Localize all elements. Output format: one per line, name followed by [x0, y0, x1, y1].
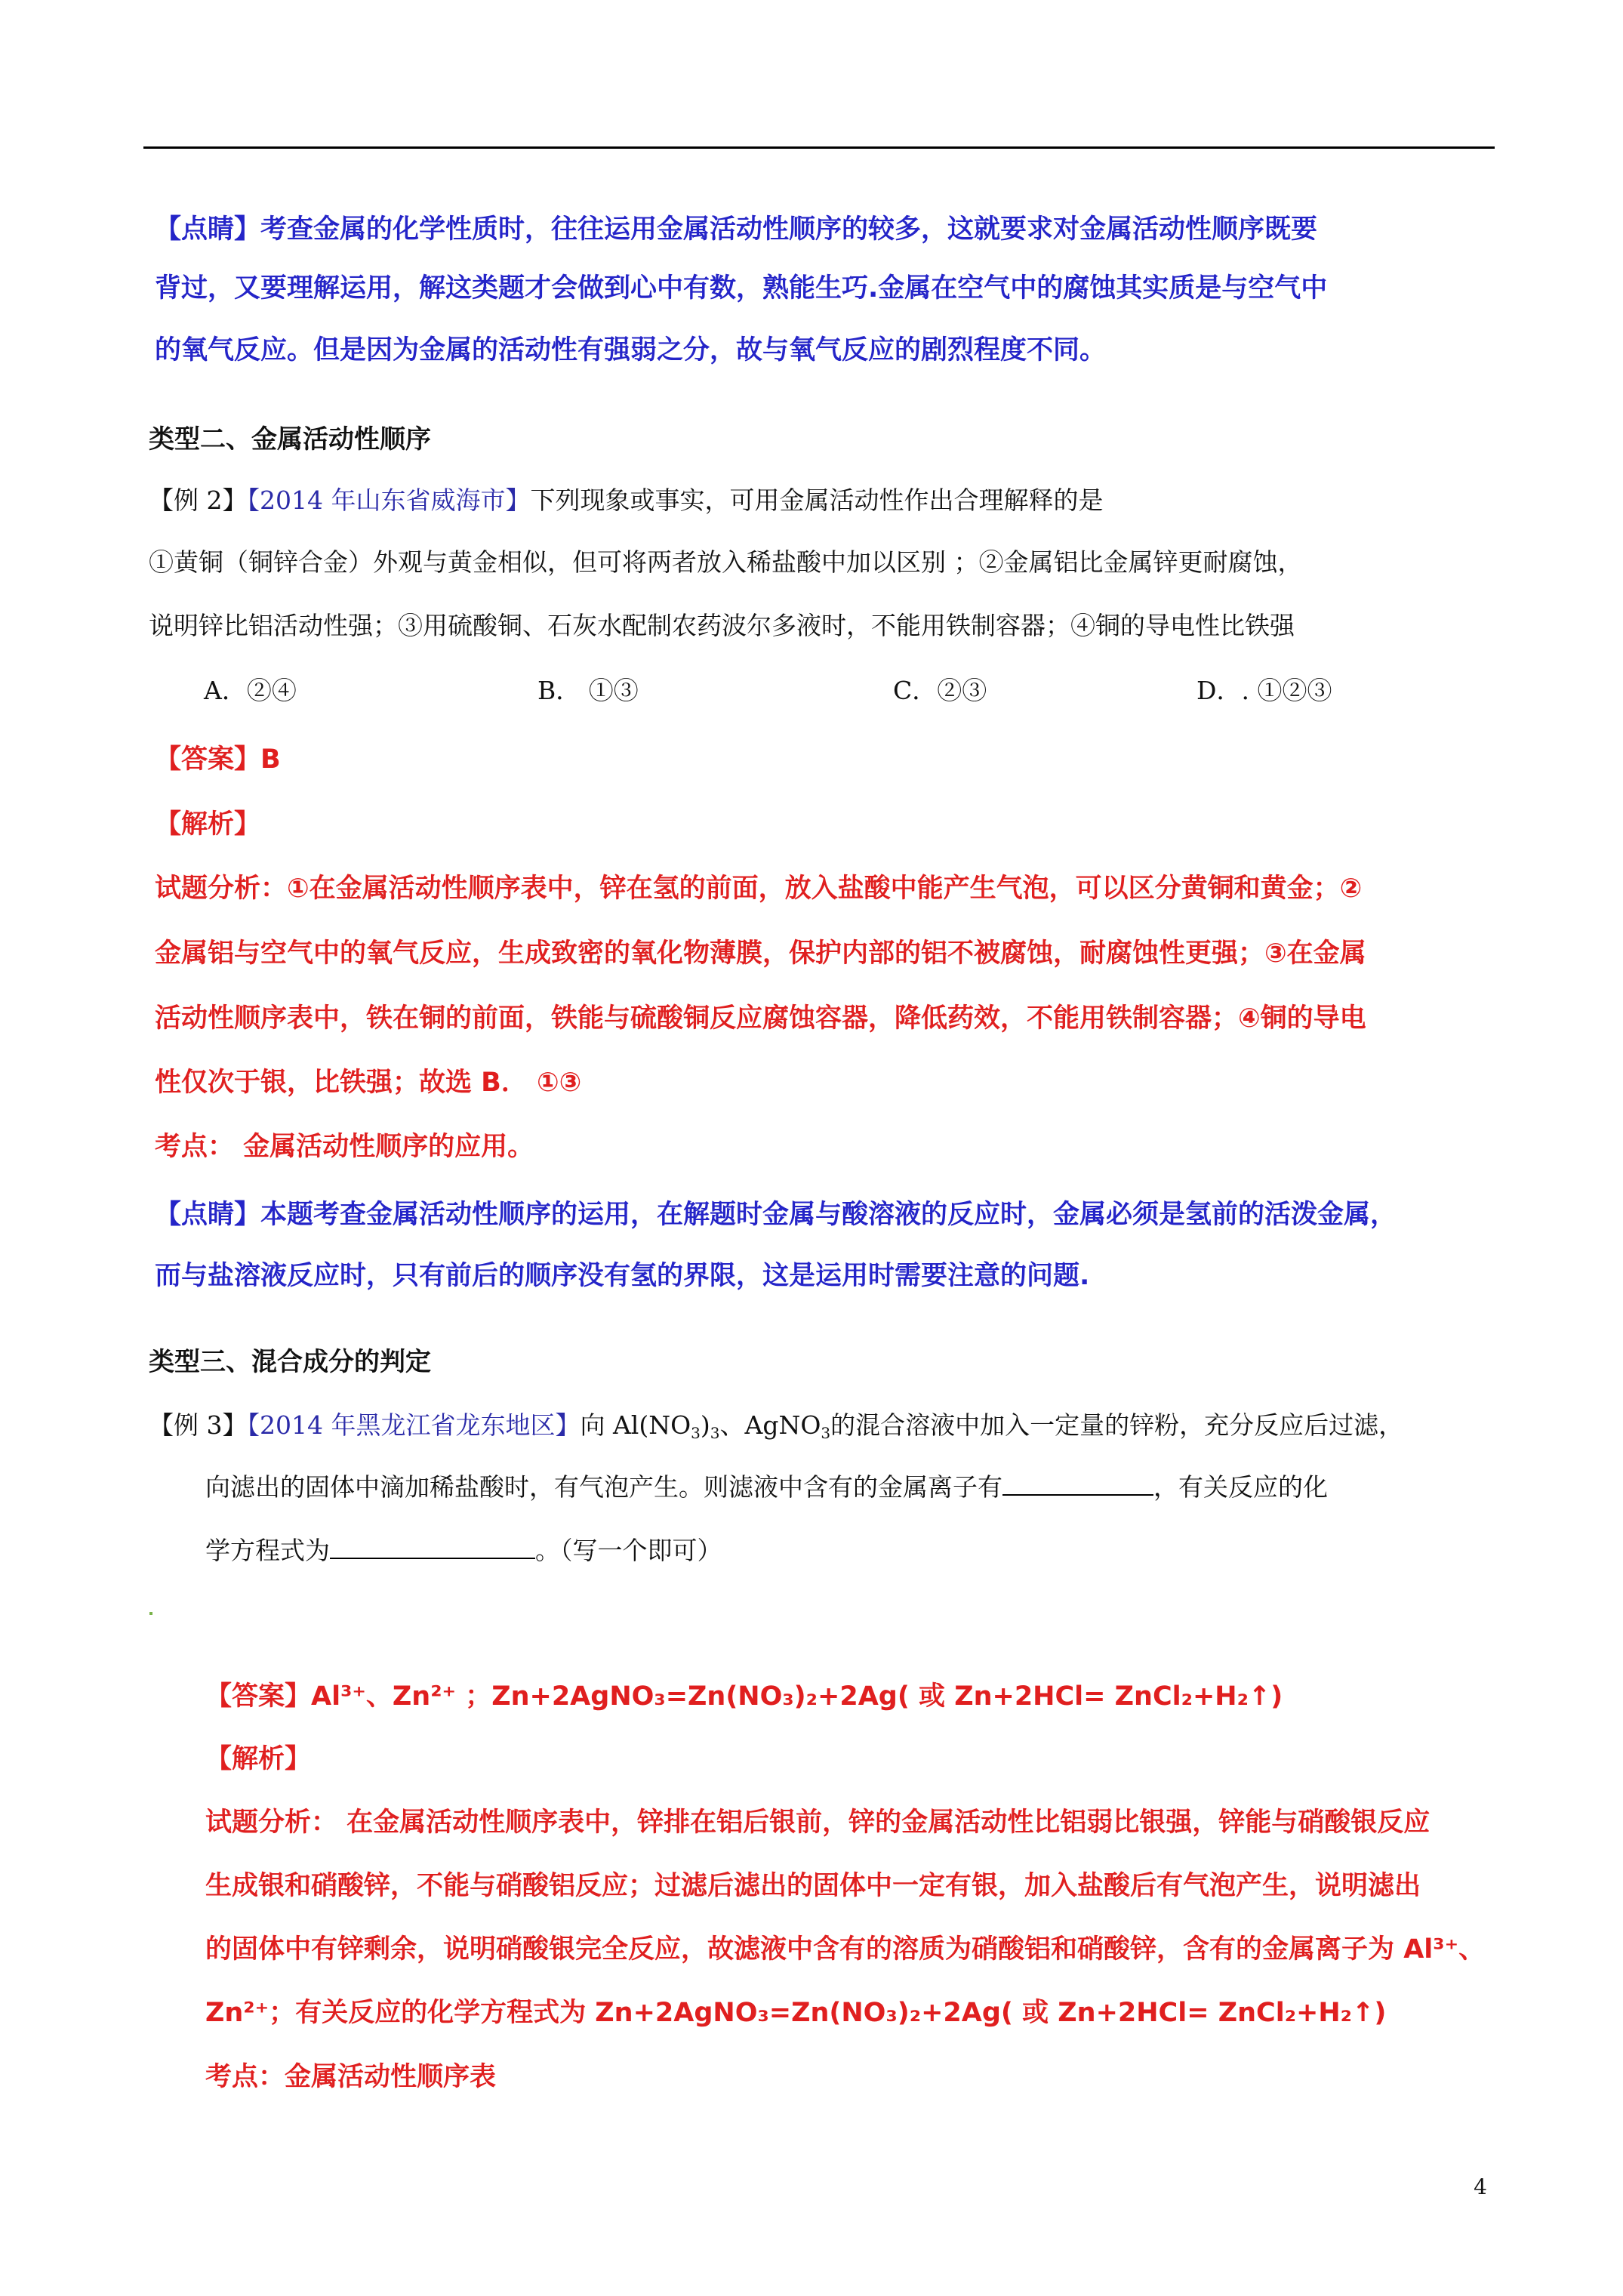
- ex3-blank-equation[interactable]: [330, 1535, 535, 1559]
- tip2-line1: [155, 1198, 1397, 1231]
- ex2-option-d: D．. ①②③: [1196, 676, 1332, 705]
- tip2-text1: 本题考查金属活动性顺序的运用，在解题时金属与酸溶液的反应时，金属必须是氢前的活泼金属，: [260, 1200, 1397, 1230]
- ex3-line1: [149, 1409, 1403, 1450]
- ans3-kaodian: 考点：金属活动性顺序表: [205, 2062, 497, 2092]
- ans2-analysis-line4: 性仅次于银，比铁强；故选 B． ①③: [155, 1068, 582, 1098]
- ans3-ions: Al³⁺、Zn²⁺ ；: [311, 1681, 492, 1712]
- ans3-line: [205, 1680, 1283, 1713]
- tip2-bracket: 【点睛】: [155, 1200, 261, 1230]
- ans2-value: B: [260, 744, 281, 775]
- tip1-text1: 考查金属的化学性质时，往往运用金属活动性顺序的较多，这就要求对金属活动性顺序既要: [260, 214, 1318, 245]
- ex3-line3-tail: 。（写一个即可）: [535, 1536, 722, 1565]
- ex3-line2: [205, 1471, 1328, 1504]
- ex2-question: 下列现象或事实，可用金属活动性作出合理解释的是: [530, 485, 1104, 515]
- ex2-line2: ①黄铜（铜锌合金）外观与黄金相似，但可将两者放入稀盐酸中加以区别 ；②金属铝比金属锌更耐腐蚀，: [149, 547, 1303, 577]
- tip1-line1: [155, 213, 1317, 246]
- ex3-subscript: 3: [691, 1424, 701, 1442]
- ex3-blank-ions[interactable]: [1002, 1472, 1153, 1496]
- ans3-analysis-line1: 试题分析： 在金属活动性顺序表中，锌排在铝后银前，锌的金属活动性比铝弱比银强，锌能与硝酸银反应: [205, 1808, 1431, 1838]
- ex3-question-rest: 的混合溶液中加入一定量的锌粉，充分反应后过滤，: [830, 1410, 1404, 1440]
- ex3-subscript: 3: [710, 1424, 720, 1442]
- ex3-line2-text: 向滤出的固体中滴加稀盐酸时，有气泡产生。则滤液中含有的金属离子有: [205, 1472, 1002, 1502]
- ex3-source: 【2014 年黑龙江省龙东地区】: [247, 1410, 581, 1440]
- section2-title: 类型二、金属活动性顺序: [149, 424, 431, 455]
- ex3-formula-part: ): [700, 1410, 710, 1440]
- tip1-line2: 背过，又要理解运用，解这类题才会做到心中有数，熟能生巧.金属在空气中的腐蚀其实质是与空气中: [155, 273, 1328, 304]
- ans3-equation: Zn+2AgNO₃=Zn(NO₃)₂+2Ag( 或 Zn+2HCl= ZnCl₂+H₂↑): [491, 1681, 1283, 1712]
- header-rule: [143, 146, 1495, 149]
- ans2-analysis-line1: 试题分析：①在金属活动性顺序表中，锌在氢的前面，放入盐酸中能产生气泡，可以区分黄铜和黄金；②: [155, 874, 1363, 904]
- ex2-option-b: B． ①③: [537, 676, 639, 705]
- ex2-option-a: A．②④: [204, 676, 297, 705]
- ex2-line3: 说明锌比铝活动性强；③用硫酸铜、石灰水配制农药波尔多液时，不能用铁制容器；④铜的导电性比铁强: [149, 611, 1295, 640]
- ans2-line: [155, 743, 281, 776]
- section3-title: 类型三、混合成分的判定: [149, 1347, 431, 1377]
- ex3-subscript: 3: [821, 1424, 831, 1442]
- ex2-label: 【例 2】: [149, 485, 248, 515]
- ex3-line3: [205, 1534, 722, 1567]
- ans3-analysis-label: 【解析】: [205, 1744, 312, 1774]
- ex3-formula-part: 向 Al(NO: [580, 1410, 691, 1440]
- ans2-kaodian: 考点： 金属活动性顺序的应用。: [155, 1132, 534, 1162]
- ex3-line3-text: 学方程式为: [205, 1536, 330, 1565]
- ex3-label: 【例 3】: [149, 1410, 248, 1440]
- ans3-analysis-line2: 生成银和硝酸锌，不能与硝酸铝反应；过滤后滤出的固体中一定有银，加入盐酸后有气泡产生，说明滤出: [205, 1871, 1421, 1901]
- tip1-bracket: 【点睛】: [155, 214, 261, 245]
- ans2-analysis-label: 【解析】: [155, 809, 261, 840]
- ex3-formula-part: 、AgNO: [719, 1410, 821, 1440]
- tip1-line3: 的氧气反应。但是因为金属的活动性有强弱之分，故与氧气反应的剧烈程度不同。: [155, 335, 1107, 365]
- page-number: 4: [1474, 2174, 1487, 2199]
- ans3-analysis-line4: Zn²⁺；有关反应的化学方程式为 Zn+2AgNO₃=Zn(NO₃)₂+2Ag( 或 Zn+2HCl= ZnCl₂+H₂↑): [205, 1998, 1387, 2028]
- tip2-line2: 而与盐溶液反应时，只有前后的顺序没有氢的界限，这是运用时需要注意的问题.: [155, 1261, 1090, 1291]
- stray-dot: [149, 1612, 152, 1615]
- ex2-source: 【2014 年山东省威海市】: [247, 485, 531, 515]
- ans3-analysis-line3: 的固体中有锌剩余，说明硝酸银完全反应，故滤液中含有的溶质为硝酸铝和硝酸锌，含有的金属离子为 Al³⁺、: [205, 1934, 1486, 1965]
- ans3-label: 【答案】: [205, 1681, 312, 1712]
- ex3-line2-tail: ，有关反应的化: [1153, 1472, 1328, 1502]
- ans2-analysis-line2: 金属铝与空气中的氧气反应，生成致密的氧化物薄膜，保护内部的铝不被腐蚀，耐腐蚀性更强；③在金属: [155, 938, 1366, 969]
- ex2-line1: [149, 484, 1103, 517]
- ex2-option-c: C．②③: [893, 676, 987, 705]
- ans2-label: 【答案】: [155, 744, 261, 775]
- ans2-analysis-line3: 活动性顺序表中，铁在铜的前面，铁能与硫酸铜反应腐蚀容器，降低药效，不能用铁制容器；④铜的导电: [155, 1003, 1366, 1034]
